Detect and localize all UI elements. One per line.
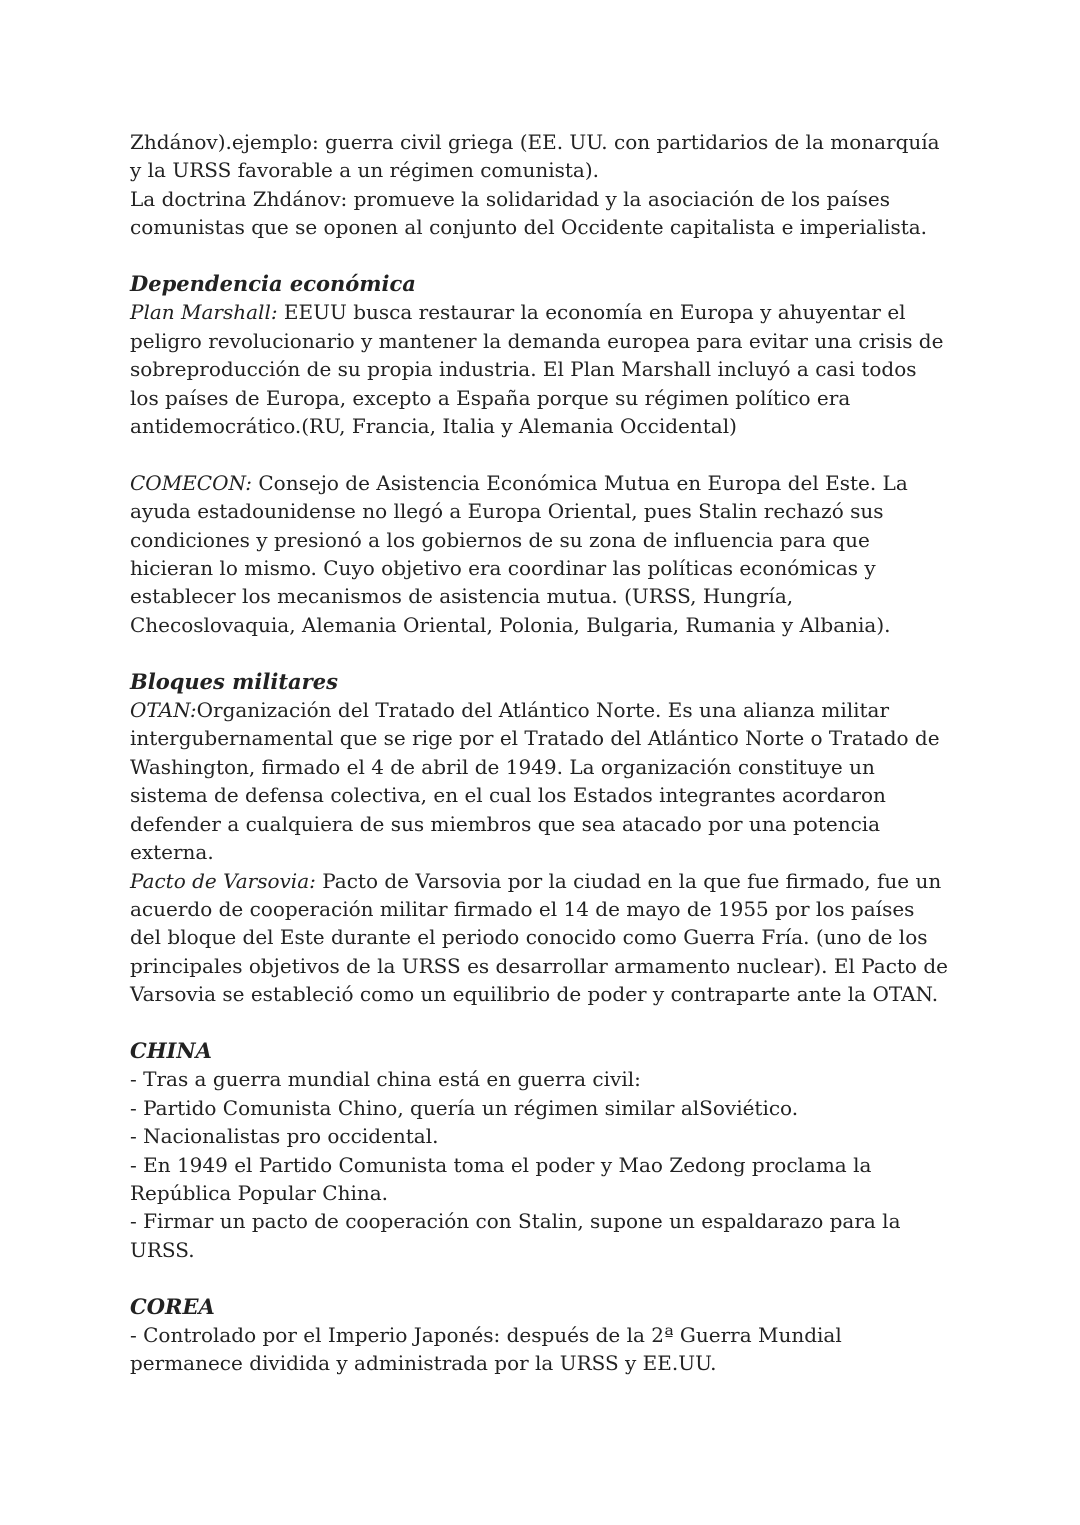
comecon-paragraph bbox=[130, 469, 950, 639]
marshall-paragraph bbox=[130, 298, 950, 440]
economic-heading: Dependencia económica bbox=[130, 271, 416, 297]
military-heading: Bloques militares bbox=[130, 668, 338, 694]
spacer bbox=[130, 639, 950, 667]
intro-paragraph: Zhdánov).ejemplo: guerra civil griega (EE. UU. con partidarios de la monarquía y la URSS favorable a un régimen comunista). bbox=[130, 130, 940, 183]
china-heading: CHINA bbox=[130, 1037, 212, 1063]
marshall-term: Plan Marshall: bbox=[130, 300, 278, 325]
varsovia-term: Pacto de Varsovia: bbox=[130, 868, 316, 893]
spacer bbox=[130, 242, 950, 270]
china-item: - Firmar un pacto de cooperación con Stalin, supone un espaldarazo para la URSS. bbox=[130, 1209, 901, 1262]
china-item: - En 1949 el Partido Comunista toma el poder y Mao Zedong proclama la República Popular China. bbox=[130, 1152, 872, 1205]
corea-item: - Controlado por el Imperio Japonés: después de la 2ª Guerra Mundial permanece dividida y administrada por la URSS y EE.UU. bbox=[130, 1322, 842, 1376]
spacer bbox=[130, 440, 950, 468]
china-item: - Tras a guerra mundial china está en guerra civil: bbox=[130, 1067, 641, 1092]
corea-heading: COREA bbox=[130, 1293, 215, 1319]
comecon-text: Consejo de Asistencia Económica Mutua en Europa del Este. La ayuda estadounidense no llegó a Europa Oriental, pues Stalin rechazó sus condiciones y presionó a los gobiernos de su zona de influencia para que hicieran lo mismo. Cuyo objetivo era coordinar las políticas económicas y establecer los mecanismos de asistencia mutua. (URSS, Hungría, Checoslovaquia, Alemania Oriental, Polonia, Bulgaria, Rumania y Albania). bbox=[130, 470, 908, 637]
otan-text: Organización del Tratado del Atlántico Norte. Es una alianza militar intergubernamental que se rige por el Tratado del Atlántico Norte o Tratado de Washington, firmado el 4 de abril de 1949. La organización constituye un sistema de defensa colectiva, en el cual los Estados integrantes acordaron defender a cualquiera de sus miembros que sea atacado por una potencia externa. bbox=[130, 698, 940, 865]
marshall-text: EEUU busca restaurar la economía en Europa y ahuyentar el peligro revolucionario y mantener la demanda europea para evitar una crisis de sobreproducción de su propia industria. El Plan Marshall incluyó a casi todos los países de Europa, excepto a España porque su régimen político era antidemocrático.(RU, Francia, Italia y Alemania Occidental) bbox=[130, 300, 944, 439]
china-item: - Partido Comunista Chino, quería un régimen similar alSoviético. bbox=[130, 1095, 799, 1120]
spacer bbox=[130, 1009, 950, 1037]
varsovia-text: Pacto de Varsovia por la ciudad en la que fue firmado, fue un acuerdo de cooperación militar firmado el 14 de mayo de 1955 por los países del bloque del Este durante el periodo conocido como Guerra Fría. (uno de los principales objetivos de la URSS es desarrollar armamento nuclear). El Pacto de Varsovia se estableció como un equilibrio de poder y contraparte ante la OTAN. bbox=[130, 868, 948, 1007]
zhdanov-doctrine-paragraph: La doctrina Zhdánov: promueve la solidaridad y la asociación de los países comunistas que se oponen al conjunto del Occidente capitalista e imperialista. bbox=[130, 186, 928, 240]
otan-paragraph bbox=[130, 696, 950, 866]
comecon-term: COMECON: bbox=[130, 470, 253, 495]
spacer bbox=[130, 1264, 950, 1292]
varsovia-paragraph bbox=[130, 867, 950, 1009]
otan-term: OTAN: bbox=[130, 698, 197, 723]
china-item: - Nacionalistas pro occidental. bbox=[130, 1124, 439, 1149]
document-page bbox=[130, 128, 950, 1378]
